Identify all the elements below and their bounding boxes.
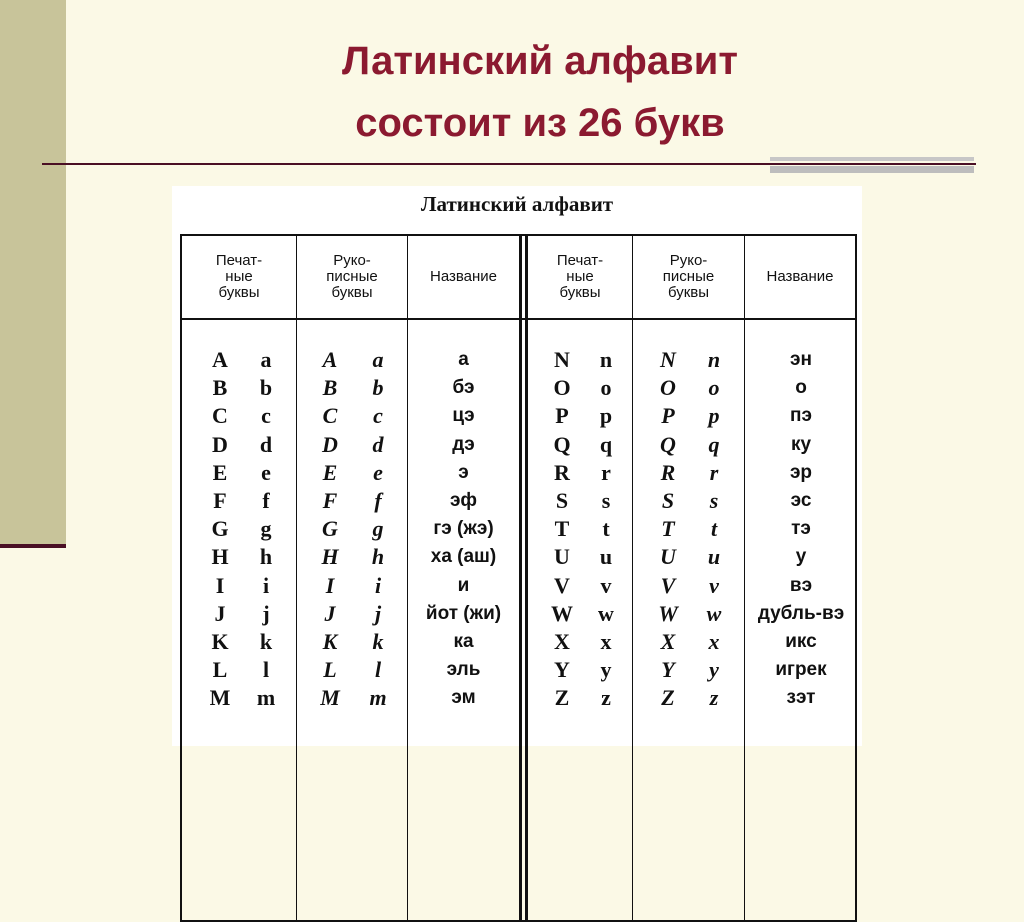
slide-title-line-2: состоит из 26 букв (355, 101, 725, 145)
printed-uppercase: A (212, 347, 228, 372)
printed-lowercase: r (601, 459, 611, 485)
printed-lowercase: g (260, 516, 272, 542)
printed-uppercase: V (554, 572, 570, 598)
slide-title (240, 30, 840, 154)
handwritten-lowercase: a (372, 347, 384, 372)
handwritten-uppercase: W (658, 600, 678, 626)
table-row (182, 487, 859, 515)
handwritten-lowercase: e (373, 459, 383, 485)
printed-uppercase: H (211, 544, 229, 570)
letter-name: а (458, 349, 469, 370)
printed-uppercase: S (555, 488, 569, 513)
printed-lowercase: s (601, 488, 611, 513)
letter-name: вэ (789, 574, 813, 596)
letter-name: бэ (452, 377, 475, 399)
letter-name: пэ (790, 405, 812, 427)
letter-name: эф (449, 490, 478, 511)
table-row (182, 628, 859, 656)
table-title: Латинский алфавит (420, 192, 614, 216)
handwritten-lowercase: v (709, 572, 719, 598)
printed-lowercase: d (259, 431, 273, 457)
printed-uppercase: I (215, 572, 225, 598)
letter-name: ку (790, 433, 812, 455)
printed-lowercase: i (262, 572, 270, 598)
printed-uppercase: U (554, 544, 570, 570)
handwritten-uppercase: Z (661, 685, 675, 711)
printed-uppercase: T (554, 516, 570, 542)
printed-uppercase: E (212, 459, 228, 485)
printed-lowercase: b (259, 375, 273, 401)
handwritten-lowercase: q (708, 431, 720, 457)
alphabet-table-image (172, 186, 862, 746)
table-row (182, 572, 859, 600)
header-divider (182, 318, 855, 320)
table-row (182, 543, 859, 571)
printed-uppercase: B (212, 375, 228, 401)
handwritten-uppercase: X (660, 629, 676, 654)
printed-lowercase: x (600, 629, 612, 654)
printed-uppercase: F (213, 488, 227, 513)
printed-lowercase: m (256, 685, 276, 711)
handwritten-uppercase: B (322, 375, 338, 401)
letter-name: игрек (775, 659, 827, 681)
printed-lowercase: z (601, 685, 611, 711)
printed-uppercase: L (212, 657, 228, 683)
printed-uppercase: J (214, 600, 226, 626)
printed-uppercase: P (555, 403, 569, 429)
table-row (182, 346, 859, 374)
printed-lowercase: w (598, 600, 614, 626)
handwritten-uppercase: N (660, 347, 676, 372)
letter-name: йот (жи) (425, 602, 502, 624)
handwritten-uppercase: S (661, 488, 675, 513)
printed-lowercase: j (262, 600, 270, 626)
letter-name: зэт (786, 687, 816, 709)
side-accent-underline (0, 544, 66, 548)
letter-name: эм (451, 687, 476, 709)
printed-uppercase: O (553, 375, 571, 401)
handwritten-lowercase: b (372, 375, 384, 401)
handwritten-lowercase: m (369, 685, 387, 711)
letter-name: ка (453, 631, 474, 652)
printed-uppercase: N (554, 347, 570, 372)
handwritten-uppercase: A (322, 347, 338, 372)
handwritten-lowercase: i (374, 572, 382, 598)
letter-name: эль (446, 659, 481, 681)
printed-lowercase: q (599, 431, 613, 457)
table-row (182, 656, 859, 684)
printed-uppercase: X (554, 629, 570, 654)
alphabet-table (180, 234, 857, 922)
letter-name: дубль-вэ (757, 602, 845, 624)
slide-title-line-1: Латинский алфавит (342, 39, 738, 83)
handwritten-uppercase: G (322, 516, 338, 542)
handwritten-uppercase: V (660, 572, 676, 598)
printed-uppercase: Y (554, 657, 570, 683)
printed-lowercase: l (262, 657, 270, 683)
handwritten-uppercase: O (660, 375, 676, 401)
handwritten-uppercase: T (661, 516, 675, 542)
header-name-left: Название (429, 268, 498, 285)
header-handwritten-right: Руко- писные буквы (662, 252, 715, 301)
printed-uppercase: D (212, 431, 228, 457)
printed-uppercase: K (211, 629, 229, 654)
letter-name: тэ (791, 518, 811, 540)
printed-uppercase: M (209, 685, 231, 711)
printed-lowercase: a (260, 347, 272, 372)
printed-lowercase: h (259, 544, 273, 570)
table-row (182, 684, 859, 712)
printed-lowercase: e (261, 459, 271, 485)
handwritten-lowercase: r (709, 459, 719, 485)
handwritten-uppercase: Y (661, 657, 675, 683)
handwritten-lowercase: j (374, 600, 382, 626)
handwritten-lowercase: z (709, 685, 719, 711)
letter-name: гэ (жэ) (433, 518, 494, 540)
header-name-right: Название (766, 268, 834, 285)
handwritten-lowercase: u (707, 544, 721, 570)
handwritten-lowercase: g (372, 516, 384, 542)
handwritten-uppercase: M (320, 685, 340, 711)
handwritten-uppercase: F (322, 488, 338, 513)
handwritten-uppercase: C (322, 403, 338, 429)
table-row (182, 431, 859, 459)
handwritten-lowercase: n (707, 347, 721, 372)
printed-lowercase: v (600, 572, 612, 598)
printed-uppercase: R (554, 459, 570, 485)
printed-lowercase: t (602, 516, 610, 542)
letter-name: цэ (452, 405, 475, 427)
title-divider-shadow (770, 157, 974, 176)
handwritten-uppercase: J (324, 600, 336, 626)
handwritten-uppercase: Q (660, 431, 676, 457)
handwritten-lowercase: d (372, 431, 384, 457)
table-row (182, 402, 859, 430)
handwritten-uppercase: P (661, 403, 675, 429)
letter-name: эс (790, 490, 812, 511)
handwritten-lowercase: p (708, 403, 720, 429)
letter-name: и (457, 574, 470, 596)
letter-name: у (795, 546, 807, 568)
letter-name: о (795, 377, 807, 399)
handwritten-lowercase: t (710, 516, 718, 542)
handwritten-uppercase: H (321, 544, 339, 570)
printed-lowercase: f (262, 488, 270, 513)
printed-lowercase: u (599, 544, 613, 570)
handwritten-lowercase: x (708, 629, 720, 654)
header-handwritten-left: Руко- писные буквы (326, 252, 378, 301)
handwritten-lowercase: l (374, 657, 382, 683)
handwritten-uppercase: L (323, 657, 337, 683)
side-accent-bar (0, 0, 66, 548)
handwritten-uppercase: I (325, 572, 335, 598)
printed-uppercase: Z (554, 685, 570, 711)
printed-uppercase: W (551, 600, 573, 626)
letter-name: эн (790, 349, 812, 370)
letter-name: ха (аш) (430, 546, 497, 568)
handwritten-lowercase: s (709, 488, 719, 513)
handwritten-uppercase: R (660, 459, 676, 485)
header-printed-right: Печат- ные буквы (556, 252, 604, 301)
handwritten-uppercase: U (660, 544, 676, 570)
printed-uppercase: G (211, 516, 229, 542)
table-row (182, 459, 859, 487)
table-row (182, 600, 859, 628)
printed-lowercase: k (259, 629, 273, 654)
handwritten-lowercase: y (709, 657, 719, 683)
handwritten-uppercase: D (322, 431, 338, 457)
table-row (182, 374, 859, 402)
printed-lowercase: c (261, 403, 271, 429)
letter-name: э (458, 461, 469, 483)
letter-name: дэ (452, 433, 475, 455)
header-printed-left: Печат- ные буквы (215, 252, 263, 301)
letter-name: икс (785, 631, 817, 652)
printed-lowercase: y (600, 657, 612, 683)
printed-lowercase: p (599, 403, 613, 429)
handwritten-lowercase: o (708, 375, 720, 401)
handwritten-lowercase: h (371, 544, 385, 570)
printed-lowercase: o (600, 375, 612, 401)
table-row (182, 515, 859, 543)
letter-name: эр (789, 461, 813, 483)
handwritten-lowercase: w (706, 600, 722, 626)
handwritten-lowercase: k (372, 629, 384, 654)
handwritten-uppercase: E (322, 459, 338, 485)
handwritten-lowercase: c (373, 403, 383, 429)
handwritten-lowercase: f (374, 488, 382, 513)
printed-lowercase: n (599, 347, 613, 372)
handwritten-uppercase: K (322, 629, 338, 654)
printed-uppercase: C (212, 403, 228, 429)
printed-uppercase: Q (553, 431, 571, 457)
